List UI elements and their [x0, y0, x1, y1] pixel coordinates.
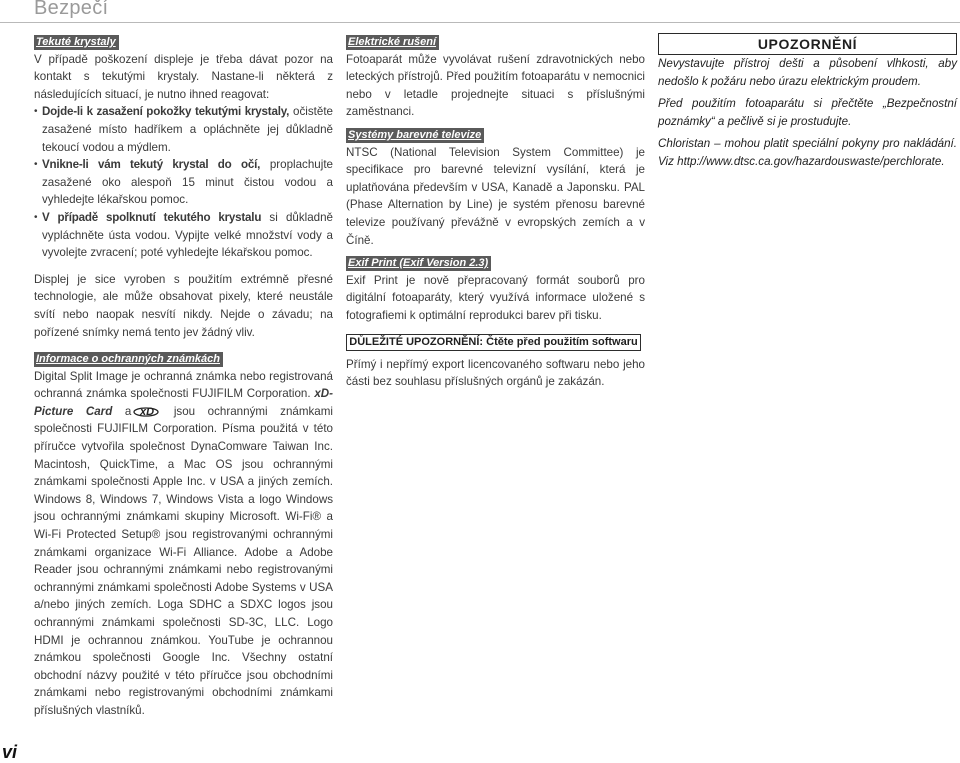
trademarks-text-c: jsou ochrannými známkami společnosti FUJIFILM Corporation. Písma použitá v této příručce vytvořila společnost DynaComware Taiwan Inc. Macintosh, QuickTime, a Mac OS jsou ochrannými známkami společnosti Apple Inc. v USA a jiných zemích. Windows 8, Windows 7, Windows Vista a logo Windows jsou ochrannými známkami skupiny Microsoft. Wi-Fi® a Wi-Fi Protected Setup® jsou registrovanými ochrannými známkami organizace Wi-Fi Alliance. Adobe a Adobe Reader jsou ochrannými známkami nebo registrovanými ochrannými známkami společnosti Adobe Systems v USA a/nebo jiných zemích. Loga SDHC a SDXC logos jsou ochrannými známkami společnosti SD-3C, LLC. Logo HDMI je ochrannou známkou. YouTube je ochrannou známkou společnosti Google Inc. Všechny ostatní obchodní názvy použité v této příručce jsou obchodními známkami nebo registrovanými obchodními známkami příslušných vlastníků.	[34, 404, 333, 717]
section-label-interference: Elektrické rušení	[346, 35, 439, 50]
bullet-bold: Vnikne-li vám tekutý krystal do očí,	[42, 158, 261, 172]
bullet-bold: V případě spolknutí tekutého krystalu	[42, 210, 262, 224]
column-3	[658, 33, 957, 171]
bullet-text: si důkladně vypláchněte ústa vodou. Vypijte velké množství vody a vyvolejte zvracení; poté vyhledejte lékařskou pomoc.	[42, 210, 333, 260]
liquid-crystal-list	[34, 103, 333, 261]
xd-picture-card: xD-Picture Card	[34, 387, 333, 418]
warning-paragraph-3: Chloristan – mohou platit speciální pokyny pro nakládání. Viz http://www.dtsc.ca.gov/hazardouswaste/perchlorate.	[658, 137, 957, 168]
warning-title-box: UPOZORNĚNÍ	[658, 33, 957, 55]
exif-text: Exif Print je nově přepracovaný formát souborů pro digitální fotoaparáty, který využívá informace uložené s fotografiemi k optimální reprodukci barev při tisku.	[346, 273, 645, 322]
xd-logo-icon	[133, 404, 159, 418]
page-header	[0, 0, 960, 23]
section-label-liquid-crystal: Tekuté krystaly	[34, 35, 119, 50]
column-2	[346, 33, 645, 391]
list-item	[34, 209, 333, 262]
warning-paragraph-1: Nevystavujte přístroj dešti a působení vlhkosti, aby nedošlo k požáru nebo úrazu elektrickým proudem.	[658, 57, 957, 88]
page-number: vi	[2, 742, 18, 762]
interference-text: Fotoaparát může vyvolávat rušení zdravotnických nebo leteckých přístrojů. Před použitím fotoaparátu v nemocnici nebo v letadle projednejte situaci s příslušnými zaměstnanci.	[346, 52, 645, 119]
trademarks-text-b: a	[112, 404, 132, 418]
section-label-tv-systems: Systémy barevné televize	[346, 128, 484, 143]
bullet-text: očistěte zasažené místo hadříkem a opláchněte jej důkladně tekoucí vodou a mýdlem.	[42, 105, 333, 154]
column-1	[34, 33, 333, 720]
important-notice-text: Přímý i nepřímý export licencovaného softwaru nebo jeho části bez souhlasu příslušných orgánů je zakázán.	[346, 357, 645, 389]
svg-text:xD: xD	[140, 405, 155, 418]
section-label-trademarks: Informace o ochranných známkách	[34, 352, 223, 367]
page-title: Bezpečí	[34, 0, 109, 19]
bullet-text: proplachujte zasažené oko alespoň 15 minut čistou vodou a vyhledejte lékařskou pomoc.	[42, 158, 333, 207]
display-note: Displej je sice vyroben s použitím extrémně přesné technologie, ale může obsahovat pixely, které neustále svítí nebo naopak nesvítí nikdy. Nejde o závadu; na pořízené snímky nemá tento jev žádný vliv.	[34, 272, 333, 339]
tv-systems-text: NTSC (National Television System Committee) je specifikace pro barevné televizní vysílání, která je uplatňována především v USA, Kanadě a Japonsku. PAL (Phase Alternation by Line) je systém přenosu barevné televize používaný převážně v evropských zemích a v Číně.	[346, 145, 645, 247]
list-item	[34, 103, 333, 156]
warning-paragraph-2: Před použitím fotoaparátu si přečtěte „Bezpečnostní poznámky“ a pečlivě si je prostudujte.	[658, 97, 957, 128]
bullet-bold: Dojde-li k zasažení pokožky tekutými krystaly,	[42, 105, 290, 119]
important-notice-box: DŮLEŽITÉ UPOZORNĚNÍ: Čtěte před použitím softwaru	[346, 334, 641, 351]
trademarks-text	[34, 368, 333, 720]
liquid-crystal-intro: V případě poškození displeje je třeba dávat pozor na kontakt s tekutými krystaly. Nastane-li některá z následujících situací, je nutno ihned reagovat:	[34, 52, 333, 101]
list-item	[34, 156, 333, 209]
trademarks-text-a: Digital Split Image je ochranná známka nebo registrovaná ochranná známka společnosti FUJIFILM Corporation.	[34, 369, 333, 401]
section-label-exif: Exif Print (Exif Version 2.3)	[346, 256, 491, 271]
